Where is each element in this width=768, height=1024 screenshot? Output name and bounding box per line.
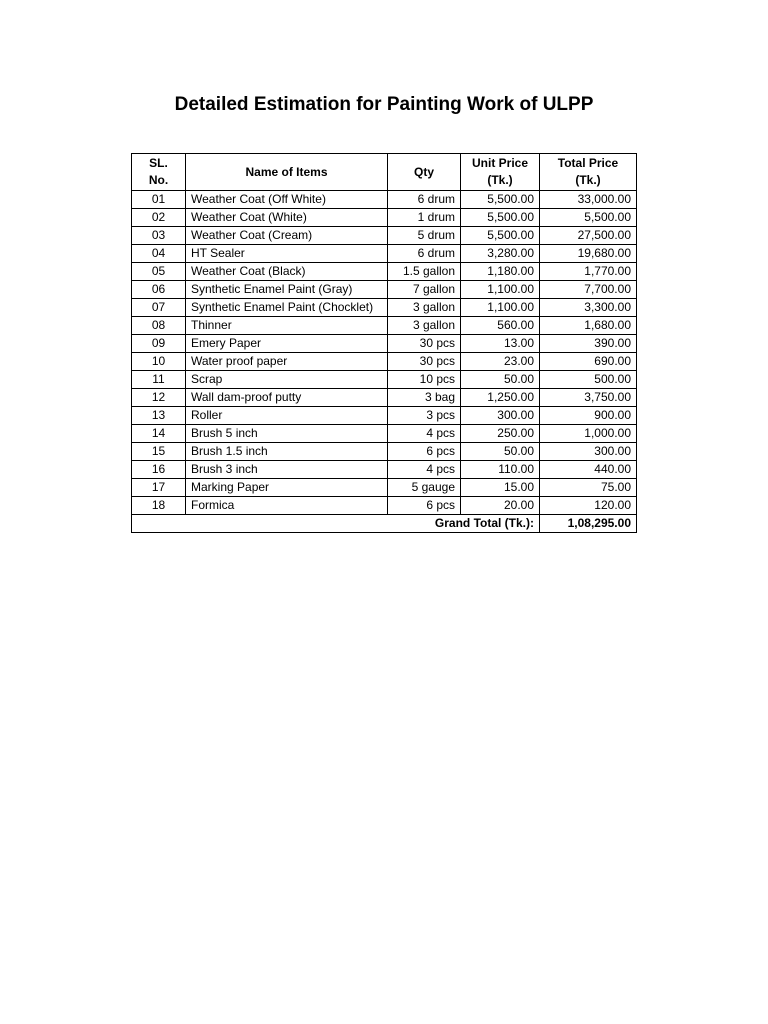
cell-total-price: 33,000.00 [540, 191, 637, 209]
cell-unit-price: 20.00 [461, 497, 540, 515]
cell-total-price: 390.00 [540, 335, 637, 353]
cell-qty: 6 drum [388, 245, 461, 263]
cell-unit-price: 5,500.00 [461, 191, 540, 209]
header-sl-no [132, 154, 186, 191]
cell-unit-price: 23.00 [461, 353, 540, 371]
header-name: Name of Items [186, 154, 388, 191]
cell-item-name: Wall dam-proof putty [186, 389, 388, 407]
cell-sl-no: 16 [132, 461, 186, 479]
cell-qty: 7 gallon [388, 281, 461, 299]
cell-item-name: Emery Paper [186, 335, 388, 353]
table-row [132, 227, 637, 245]
table-row [132, 425, 637, 443]
cell-item-name: Marking Paper [186, 479, 388, 497]
cell-sl-no: 15 [132, 443, 186, 461]
cell-sl-no: 07 [132, 299, 186, 317]
cell-sl-no: 18 [132, 497, 186, 515]
cell-qty: 30 pcs [388, 353, 461, 371]
cell-unit-price: 1,180.00 [461, 263, 540, 281]
cell-sl-no: 08 [132, 317, 186, 335]
cell-total-price: 27,500.00 [540, 227, 637, 245]
cell-sl-no: 11 [132, 371, 186, 389]
cell-qty: 3 bag [388, 389, 461, 407]
cell-unit-price: 3,280.00 [461, 245, 540, 263]
cell-item-name: Weather Coat (Black) [186, 263, 388, 281]
cell-qty: 6 pcs [388, 443, 461, 461]
header-total-line1: Total Price [557, 156, 619, 170]
cell-item-name: HT Sealer [186, 245, 388, 263]
cell-qty: 6 drum [388, 191, 461, 209]
cell-item-name: Synthetic Enamel Paint (Chocklet) [186, 299, 388, 317]
table-header-row [132, 154, 637, 191]
table-row [132, 443, 637, 461]
grand-total-row [132, 515, 637, 533]
cell-qty: 3 gallon [388, 299, 461, 317]
table-body [132, 191, 637, 515]
grand-total-value: 1,08,295.00 [540, 515, 637, 533]
table-row [132, 371, 637, 389]
cell-sl-no: 10 [132, 353, 186, 371]
cell-total-price: 900.00 [540, 407, 637, 425]
table-row [132, 497, 637, 515]
cell-total-price: 120.00 [540, 497, 637, 515]
table-row [132, 299, 637, 317]
cell-item-name: Weather Coat (Off White) [186, 191, 388, 209]
header-total-line2: (Tk.) [575, 173, 601, 187]
table-row [132, 245, 637, 263]
cell-total-price: 440.00 [540, 461, 637, 479]
cell-qty: 30 pcs [388, 335, 461, 353]
cell-unit-price: 5,500.00 [461, 209, 540, 227]
cell-unit-price: 560.00 [461, 317, 540, 335]
cell-unit-price: 13.00 [461, 335, 540, 353]
cell-qty: 4 pcs [388, 461, 461, 479]
cell-sl-no: 14 [132, 425, 186, 443]
document-title: Detailed Estimation for Painting Work of ULPP [174, 94, 594, 115]
cell-qty: 10 pcs [388, 371, 461, 389]
cell-qty: 1.5 gallon [388, 263, 461, 281]
cell-total-price: 19,680.00 [540, 245, 637, 263]
cell-qty: 6 pcs [388, 497, 461, 515]
cell-sl-no: 05 [132, 263, 186, 281]
table-row [132, 281, 637, 299]
cell-unit-price: 1,100.00 [461, 299, 540, 317]
cell-unit-price: 110.00 [461, 461, 540, 479]
cell-unit-price: 1,100.00 [461, 281, 540, 299]
cell-sl-no: 13 [132, 407, 186, 425]
cell-sl-no: 09 [132, 335, 186, 353]
cell-unit-price: 300.00 [461, 407, 540, 425]
table-row [132, 263, 637, 281]
header-unit-price [461, 154, 540, 191]
table-row [132, 461, 637, 479]
cell-item-name: Weather Coat (White) [186, 209, 388, 227]
cell-qty: 4 pcs [388, 425, 461, 443]
cell-qty: 3 gallon [388, 317, 461, 335]
table-row [132, 407, 637, 425]
cell-sl-no: 04 [132, 245, 186, 263]
grand-total-label: Grand Total (Tk.): [132, 515, 540, 533]
cell-total-price: 3,750.00 [540, 389, 637, 407]
cell-sl-no: 02 [132, 209, 186, 227]
cell-total-price: 500.00 [540, 371, 637, 389]
cell-sl-no: 06 [132, 281, 186, 299]
cell-unit-price: 250.00 [461, 425, 540, 443]
table-row [132, 353, 637, 371]
table-row [132, 317, 637, 335]
cell-unit-price: 1,250.00 [461, 389, 540, 407]
cell-item-name: Synthetic Enamel Paint (Gray) [186, 281, 388, 299]
cell-unit-price: 50.00 [461, 443, 540, 461]
cell-qty: 3 pcs [388, 407, 461, 425]
header-unit-line1: Unit Price [471, 156, 528, 170]
header-qty: Qty [388, 154, 461, 191]
cell-total-price: 1,000.00 [540, 425, 637, 443]
table-row [132, 209, 637, 227]
cell-item-name: Scrap [186, 371, 388, 389]
cell-item-name: Roller [186, 407, 388, 425]
cell-item-name: Brush 5 inch [186, 425, 388, 443]
cell-total-price: 690.00 [540, 353, 637, 371]
table-row [132, 479, 637, 497]
header-total-price [540, 154, 637, 191]
estimation-table [131, 153, 637, 533]
cell-item-name: Thinner [186, 317, 388, 335]
cell-item-name: Brush 3 inch [186, 461, 388, 479]
table-row [132, 389, 637, 407]
cell-total-price: 75.00 [540, 479, 637, 497]
cell-total-price: 300.00 [540, 443, 637, 461]
cell-sl-no: 12 [132, 389, 186, 407]
cell-total-price: 5,500.00 [540, 209, 637, 227]
cell-unit-price: 50.00 [461, 371, 540, 389]
cell-unit-price: 15.00 [461, 479, 540, 497]
cell-item-name: Water proof paper [186, 353, 388, 371]
cell-sl-no: 03 [132, 227, 186, 245]
header-sl-line2: No. [148, 173, 169, 187]
cell-total-price: 3,300.00 [540, 299, 637, 317]
cell-total-price: 1,680.00 [540, 317, 637, 335]
cell-qty: 5 drum [388, 227, 461, 245]
cell-sl-no: 01 [132, 191, 186, 209]
cell-item-name: Formica [186, 497, 388, 515]
cell-unit-price: 5,500.00 [461, 227, 540, 245]
table-row [132, 335, 637, 353]
cell-qty: 5 gauge [388, 479, 461, 497]
cell-total-price: 1,770.00 [540, 263, 637, 281]
cell-qty: 1 drum [388, 209, 461, 227]
header-sl-line1: SL. [149, 156, 168, 170]
cell-total-price: 7,700.00 [540, 281, 637, 299]
cell-sl-no: 17 [132, 479, 186, 497]
header-unit-line2: (Tk.) [487, 173, 513, 187]
table-row [132, 191, 637, 209]
cell-item-name: Weather Coat (Cream) [186, 227, 388, 245]
cell-item-name: Brush 1.5 inch [186, 443, 388, 461]
